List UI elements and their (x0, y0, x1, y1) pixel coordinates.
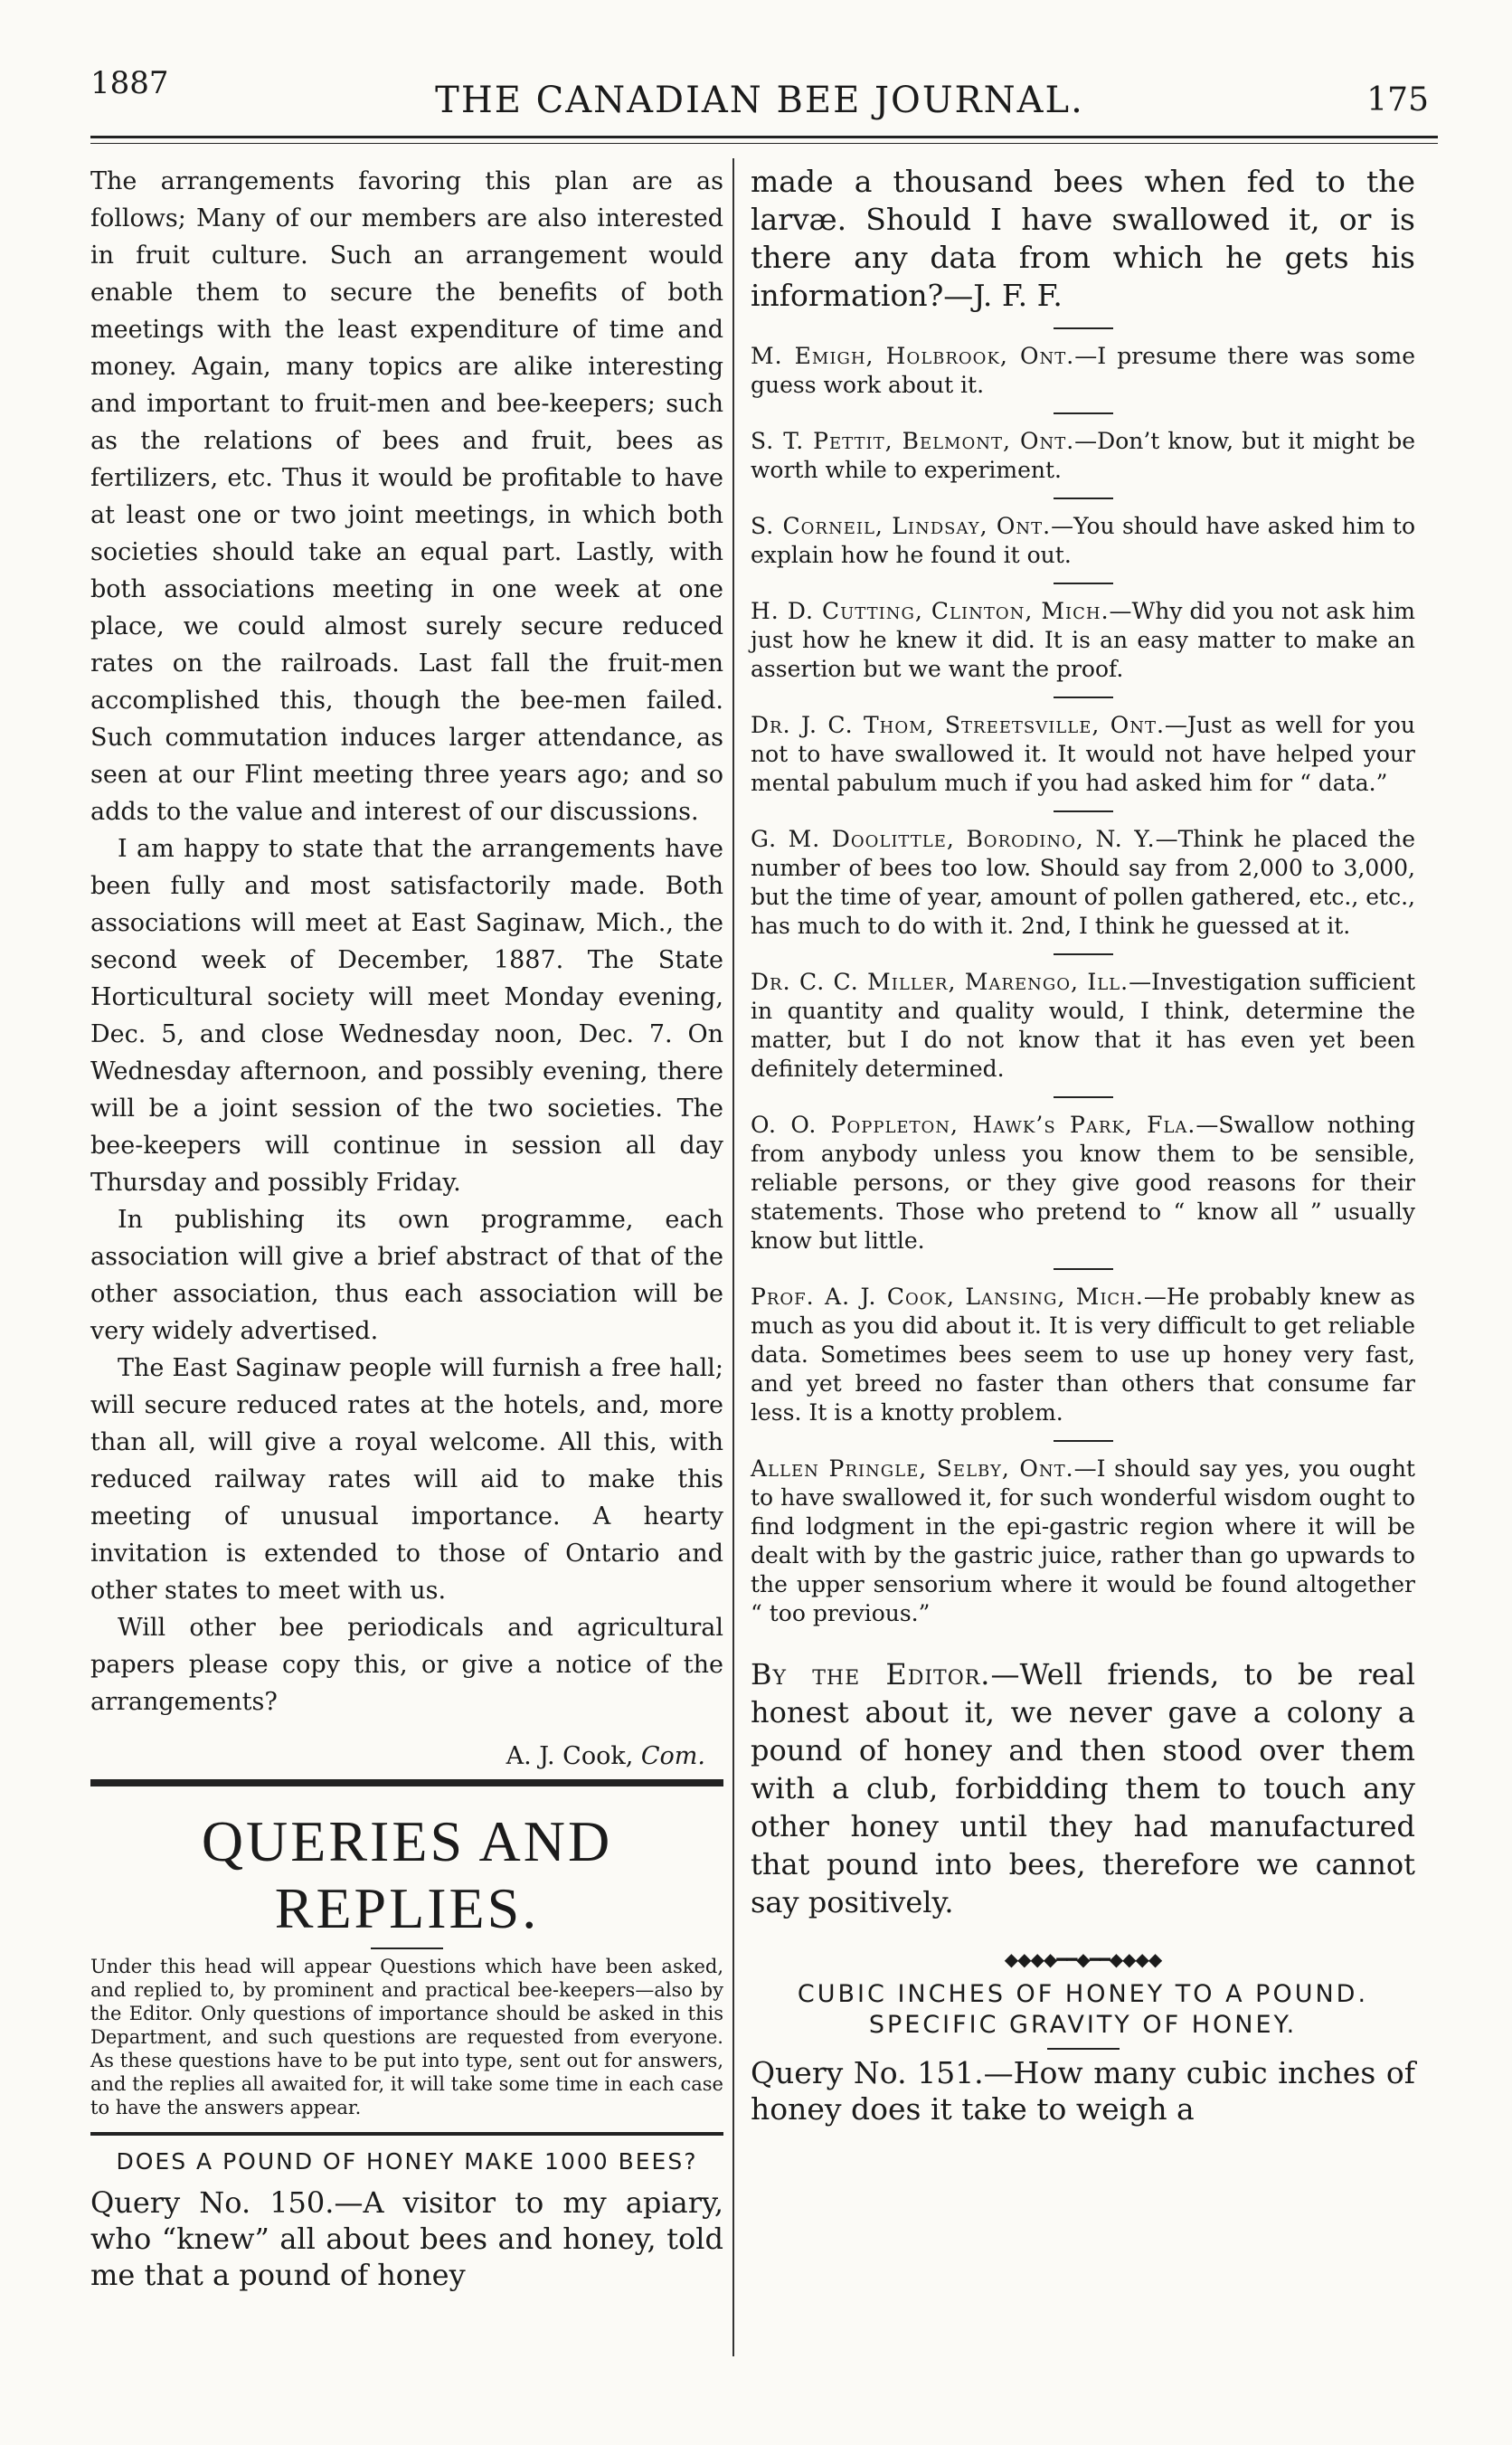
article-paragraph: Will other bee periodicals and agricultural papers please copy this, or give a notice of the arrangements? (90, 1614, 723, 1716)
reply-text: —Think he placed the number of bees too low. Should say from 2,000 to 3,000, but the time of year, amount of pollen gathered, etc., etc., has much to do with it. 2nd, I think he guessed at it. (751, 826, 1416, 939)
page-header (90, 65, 1429, 128)
reply-author: H. D. Cutting, Clinton, Mich. (751, 598, 1110, 624)
article-paragraph: The arrangements favoring this plan are as follows; Many of our members are also interested in fruit culture. Such an arrangement would enable them to secure the benefits of both meetings with the least expenditure of time and money. Again, many topics are alike interesting and important to fruit-men and bee-keepers; such as the relations of bees and fruit, bees as fertilizers, etc. Thus it would be profitable to have at least one or two joint meetings, in which both societies should take an equal part. Lastly, with both associations meeting in one week at one place, we could almost surely secure reduced rates on the railroads. Last fall the fruit-men accomplished this, though the bee-men failed. Such commutation induces larger attendance, as seen at our Flint meeting three years ago; and so adds to the value and interest of our discussions. (90, 167, 723, 826)
reply-text: —Don’t know, but it might be worth while to experiment. (751, 428, 1415, 483)
reply-text: —He probably knew as much as you did about it. It is very difficult to get reliable data. Sometimes bees seem to use up honey very fast, and yet breed no faster than others that consume far less. It is a knotty problem. (751, 1284, 1416, 1426)
query-text: Query No. 150.—A visitor to my apiary, who “knew” all about bees and honey, told me that a pound of honey (90, 2185, 723, 2292)
section-title: QUERIES AND REPLIES. (201, 1809, 613, 1940)
reply-text: —Why did you not ask him just how he knew it did. It is an easy matter to make an assertion but we want the proof. (751, 598, 1415, 682)
reply-item (751, 427, 1415, 485)
reply-item (751, 1111, 1415, 1256)
reply-divider (1054, 1440, 1113, 1442)
reply-item (751, 1455, 1415, 1628)
header-year: 1887 (90, 65, 169, 101)
header-rule (90, 136, 1438, 138)
reply-author: S. T. Pettit, Belmont, Ont. (751, 428, 1075, 454)
reply-text: —You should have asked him to explain how he found it out. (751, 513, 1415, 568)
reply-author: S. Corneil, Lindsay, Ont. (751, 513, 1052, 539)
reply-divider (1054, 327, 1113, 329)
ornament-divider: ◆◆◆◆━━◆━━◆◆◆◆ (1004, 1948, 1162, 1970)
section-note: Under this head will appear Questions which have been asked, and replied to, by prominent and practical bee-keepers—also by the Editor. Only questions of importance should be asked in this Department, and such questions are requested from everyone. As these questions have to be put into type, sent out for answers, and the replies all awaited for, it will take some time in each case to have the answers appear. (90, 1956, 723, 2118)
article-signature (90, 1742, 705, 1770)
reply-text: —Just as well for you not to have swallowed it. It would not have helped your mental pabulum much if you had asked him for “ data.” (751, 712, 1415, 796)
editor-reply (751, 1655, 1415, 1921)
reply-divider (1054, 953, 1113, 955)
replies-list (751, 327, 1415, 1628)
reply-divider (1054, 810, 1113, 812)
reply-author: Dr. C. C. Miller, Marengo, Ill. (751, 969, 1129, 995)
reply-author: M. Emigh, Holbrook, Ont. (751, 343, 1075, 369)
left-column (90, 163, 723, 2293)
section-rule (90, 1779, 723, 1786)
reply-item (751, 597, 1415, 684)
reply-author: Prof. A. J. Cook, Lansing, Mich. (751, 1284, 1144, 1310)
reply-item (751, 512, 1415, 570)
query2-title: CUBIC INCHES OF HONEY TO A POUND. SPECIFIC GRAVITY OF HONEY. (797, 1980, 1369, 2039)
reply-text: —Investigation sufficient in quantity and quality would, I think, determine the matter, but I do not know that it has even yet been definitely determined. (751, 969, 1416, 1082)
reply-item (751, 825, 1415, 941)
reply-text: —I should say yes, you ought to have swallowed it, for such wonderful wisdom ought to find lodgment in the epi-gastric region where it will be dealt with by the gastric juice, rather than go upwards to the upper sensorium where it would be found altogether “ too previous.” (751, 1455, 1415, 1626)
right-column (751, 163, 1415, 2128)
article-paragraph: The East Saginaw people will furnish a free hall; will secure reduced rates at the hotels, and, more than all, will give a royal welcome. All this, with reduced railway rates will aid to make this meeting of unusual importance. A hearty invitation is extended to those of Ontario and other states to meet with us. (90, 1354, 723, 1605)
reply-author: G. M. Doolittle, Borodino, N. Y. (751, 826, 1156, 852)
page-number: 175 (1366, 81, 1429, 118)
query-continuation: made a thousand bees when fed to the larvæ. Should I have swallowed it, or is there any data from which he gets his information?—J. F. F. (751, 164, 1415, 313)
reply-item (751, 711, 1415, 798)
article-paragraph: I am happy to state that the arrangements have been fully and most satisfactorily made. Both associations will meet at East Saginaw, Mich., the second week of December, 1887. The State Horticultural society will meet Monday evening, Dec. 5, and close Wednesday noon, Dec. 7. On Wednesday afternoon, and possibly evening, there will be a joint session of the two societies. The bee-keepers will continue in session all day Thursday and possibly Friday. (90, 835, 723, 1197)
header-rule-thin (90, 143, 1438, 144)
reply-divider (1054, 697, 1113, 698)
column-divider (732, 158, 734, 2356)
reply-item (751, 968, 1415, 1084)
reply-divider (1054, 412, 1113, 414)
signature-role: Com. (640, 1742, 705, 1770)
reply-divider (1054, 498, 1113, 499)
section-rule (90, 2132, 723, 2136)
reply-author: Allen Pringle, Selby, Ont. (751, 1455, 1074, 1482)
reply-divider (1054, 1096, 1113, 1098)
reply-author: Dr. J. C. Thom, Streetsville, Ont. (751, 712, 1165, 738)
reply-item (751, 1283, 1415, 1427)
reply-text: —I presume there was some guess work about it. (751, 343, 1416, 398)
reply-text: —Swallow nothing from anybody unless you know them to be sensible, reliable persons, or they give good reasons for their statements. Those who pretend to “ know all ” usually know but little. (751, 1112, 1415, 1254)
signature-name: A. J. Cook, (506, 1742, 634, 1770)
query-title: DOES A POUND OF HONEY MAKE 1000 BEES? (116, 2148, 698, 2175)
reply-divider (1054, 583, 1113, 584)
divider (1047, 2048, 1120, 2050)
query2-text: Query No. 151.—How many cubic inches of honey does it take to weigh a (751, 2055, 1415, 2127)
editor-label: By the Editor. (751, 1657, 991, 1692)
divider (371, 1947, 443, 1949)
article-paragraph: In publishing its own programme, each association will give a brief abstract of that of the other association, thus each association will be very widely advertised. (90, 1206, 723, 1345)
journal-title: THE CANADIAN BEE JOURNAL. (435, 80, 1084, 121)
reply-author: O. O. Poppleton, Hawk’s Park, Fla. (751, 1112, 1196, 1138)
editor-text: —Well friends, to be real honest about it, we never gave a colony a pound of honey and then stood over them with a club, forbidding them to touch any other honey until they had manufactured that pound into bees, therefore we cannot say positively. (751, 1657, 1415, 1919)
reply-item (751, 342, 1415, 400)
reply-divider (1054, 1268, 1113, 1270)
